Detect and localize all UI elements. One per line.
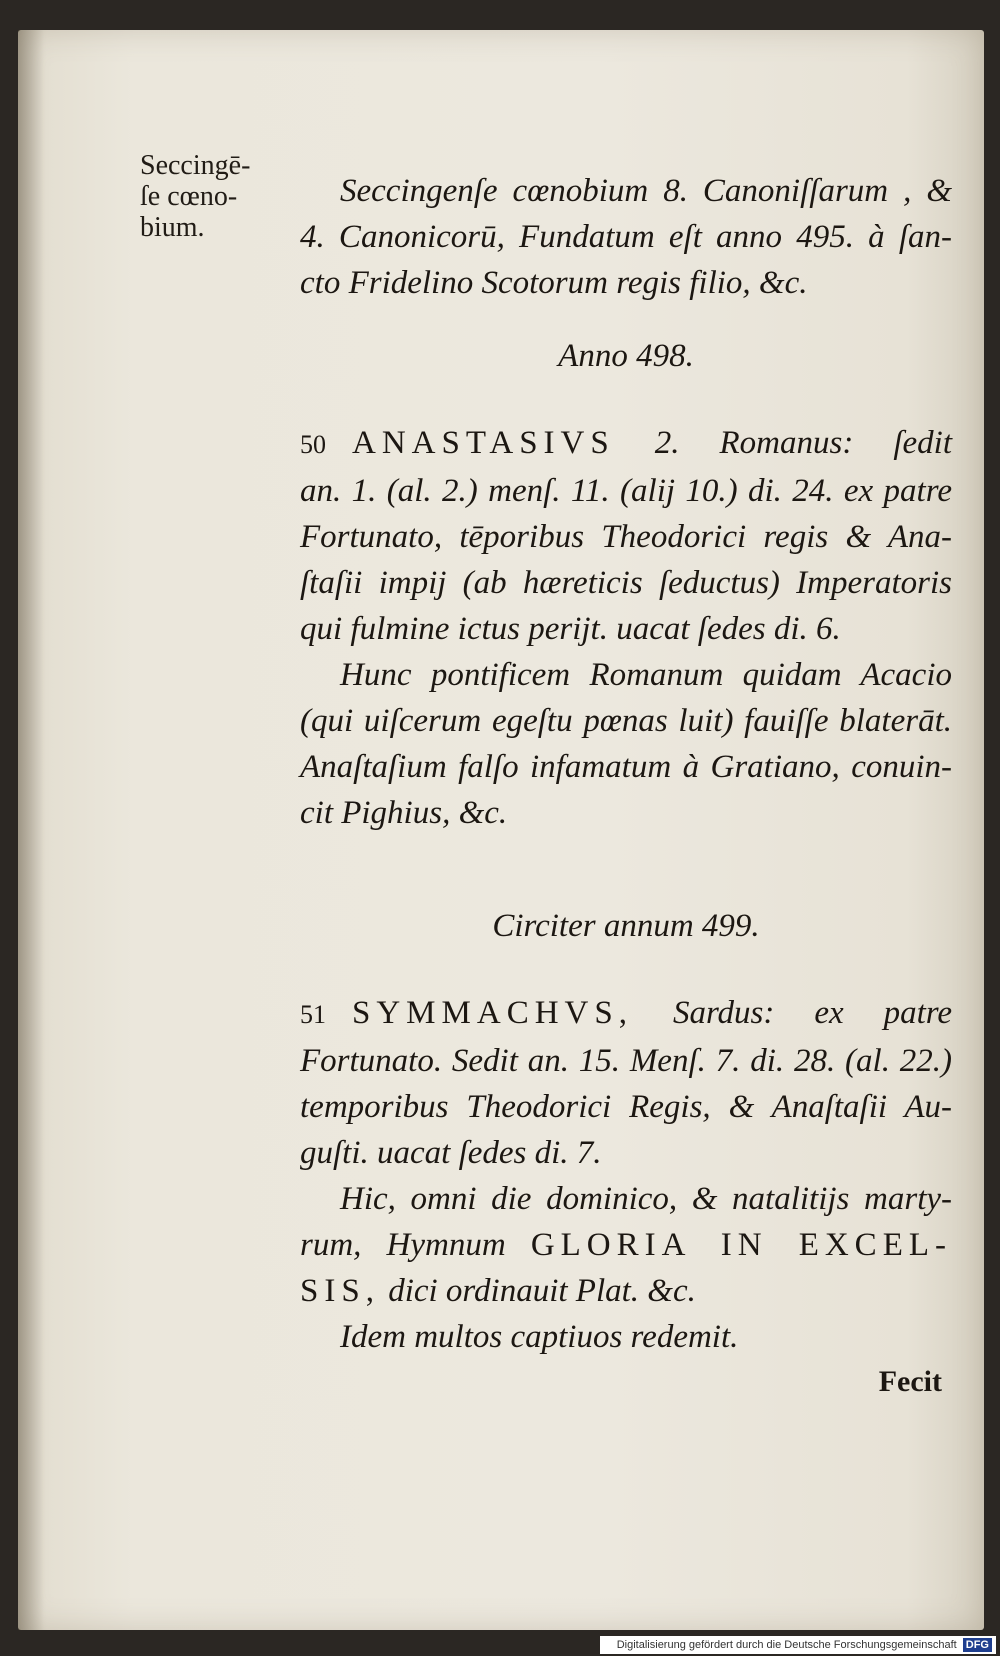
margin-note-line: Seccingē- — [140, 150, 251, 181]
text-line: 4. Canonicorū, Fundatum eſt anno 495. à ſan- — [300, 219, 952, 255]
text-line: Anaſtaſium falſo infamatum à Gratiano, conuin- — [300, 749, 952, 785]
entry-first-line — [300, 990, 952, 1038]
hymn-title: GLORIA IN EXCEL- — [530, 1227, 952, 1263]
hymn-title: SIS, — [300, 1273, 380, 1309]
pope-name: ANASTASIVS — [352, 425, 615, 461]
text-line: Seccingenſe cœnobium 8. Canoniſſarum , & — [340, 173, 952, 209]
entry-number: 50 — [300, 430, 326, 459]
text-fragment: rum, Hymnum — [300, 1227, 506, 1263]
catchword: Fecit — [878, 1365, 942, 1398]
entry-number: 51 — [300, 1000, 326, 1029]
margin-note — [140, 150, 250, 243]
text-line: an. 1. (al. 2.) menſ. 11. (alij 10.) di. 24. ex patre — [300, 473, 952, 509]
text-line: Fortunato. Sedit an. 15. Menſ. 7. di. 28. (al. 22.) — [300, 1043, 952, 1079]
text-line: Idem multos captiuos redemit. — [340, 1319, 739, 1355]
spine-shadow — [18, 30, 44, 1630]
dfg-logo-icon: DFG — [963, 1638, 992, 1652]
text-fragment: Sardus: ex patre — [672, 995, 952, 1031]
entry-first-line — [300, 420, 952, 468]
text-line: ſtaſii impij (ab hæreticis ſeductus) Imperatoris — [300, 565, 952, 601]
text-fragment: 2. Romanus: ſedit — [654, 425, 952, 461]
footer-text: Digitalisierung gefördert durch die Deutsche Forschungsgemeinschaft — [616, 1639, 957, 1651]
section-heading: Circiter annum 499. — [492, 908, 760, 944]
text-line: Fortunato, tēporibus Theodorici regis & Ana- — [300, 519, 952, 555]
text-line: Hic, omni die dominico, & natalitijs marty- — [340, 1181, 952, 1217]
text-line: qui fulmine ictus perijt. uacat ſedes di. 6. — [300, 611, 841, 647]
entry-seccingen — [300, 168, 952, 306]
text-line: (qui uiſcerum egeſtu pœnas luit) fauiſſe blaterāt. — [300, 703, 952, 739]
text-line — [300, 1268, 952, 1314]
text-line: guſti. uacat ſedes di. 7. — [300, 1135, 602, 1171]
text-line: cto Fridelino Scotorum regis filio, &c. — [300, 265, 808, 301]
text-fragment: dici ordinauit Plat. &c. — [388, 1273, 696, 1309]
text-line: temporibus Theodorici Regis, & Anaſtaſii Au- — [300, 1089, 952, 1125]
section-heading: Anno 498. — [558, 338, 694, 374]
text-line: cit Pighius, &c. — [300, 795, 508, 831]
margin-note-line: bium. — [140, 212, 205, 243]
digitization-footer — [600, 1636, 996, 1654]
pope-name: SYMMACHVS, — [352, 995, 633, 1031]
text-line: Hunc pontificem Romanum quidam Acacio — [340, 657, 952, 693]
margin-note-line: ſe cœno- — [140, 181, 238, 212]
text-line — [300, 1222, 952, 1268]
entry-51 — [300, 990, 952, 1360]
entry-50 — [300, 420, 952, 836]
